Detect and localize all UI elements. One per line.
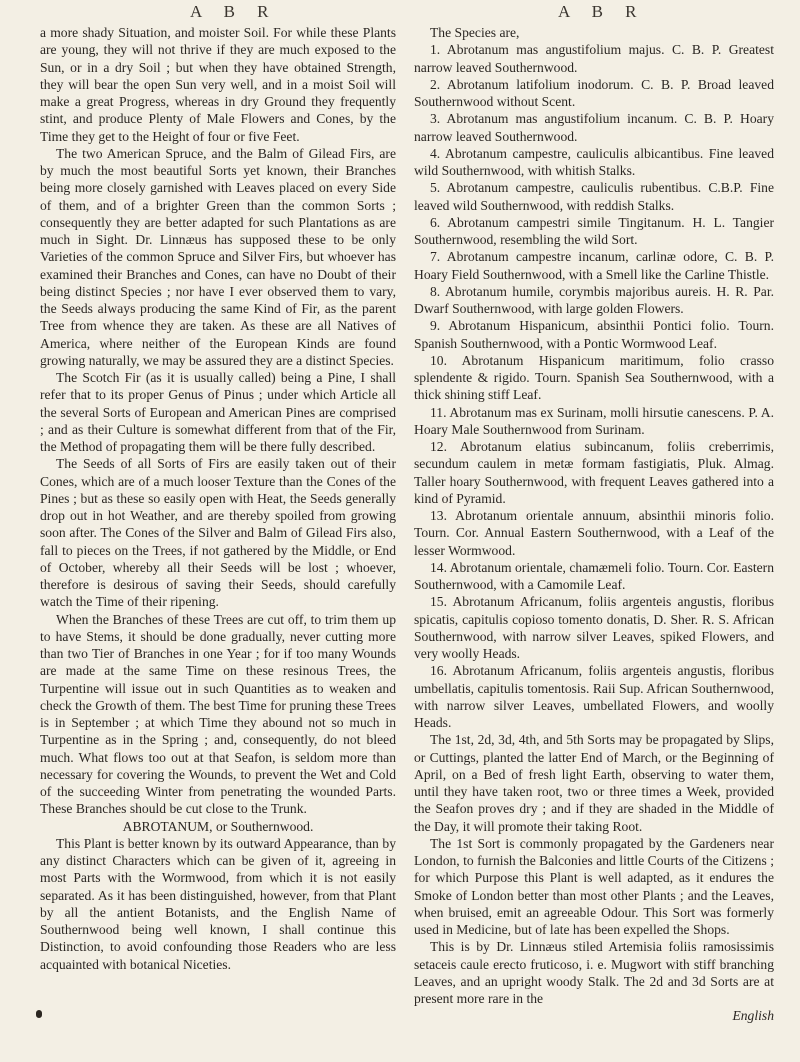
species-entry: 7. Abrotanum campestre incanum, carlinæ odore, C. B. P. Hoary Field Southernwood, with a Smell like the Carline Thistle. bbox=[414, 249, 774, 282]
paragraph: When the Branches of these Trees are cut off, to trim them up to have Stems, it should be done gradually, never cutting more than two Tier of Branches in one Year ; for if too many Wounds are made at the same Time on these resinous Trees, the Turpentine will issue out in such Quantities as to weaken and check the Growth of them. The best Time for pruning these Trees is in September ; at which Time they abound not so much in Turpentine as in the Spring ; and, consequently, do not bleed much. What flows too out at that Seafon, is seldom more than necessary for covering the Wounds, to prevent the Wet and Cold of the succeeding Winter from penetrating the wounded Parts. These Branches should be cut close to the Trunk. bbox=[40, 611, 396, 817]
paragraph: This is by Dr. Linnæus stiled Artemisia foliis ramosissimis setaceis caule erecto fruticoso, i. e. Mugwort with stiff branching Leaves, and an upright woody Stalk. The 2d and 3d Sorts are at present more rare in the bbox=[414, 939, 774, 1006]
species-entry: 1. Abrotanum mas angustifolium majus. C. B. P. Greatest narrow leaved Southernwood. bbox=[414, 42, 774, 75]
species-entry: 3. Abrotanum mas angustifolium incanum. C. B. P. Hoary narrow leaved Southernwood. bbox=[414, 111, 774, 144]
catchword: English bbox=[732, 1008, 774, 1024]
species-entry: 15. Abrotanum Africanum, foliis argenteis angustis, floribus spicatis, capitulis copioso tomento donatis, D. Sher. R. S. African Southernwood, with narrow silver Leaves, spiked Flowers, and very woolly Heads. bbox=[414, 594, 774, 661]
species-entry: 8. Abrotanum humile, corymbis majoribus aureis. H. R. Par. Dwarf Southernwood, with large golden Flowers. bbox=[414, 283, 774, 316]
paragraph: The Scotch Fir (as it is usually called) being a Pine, I shall refer that to its proper Genus of Pinus ; under which Article all the several Sorts of European and American Pines are comprised ; and as their Culture is somewhat different from that of the Fir, the Method of propagating them will be there fully described. bbox=[40, 370, 396, 454]
species-entry: 14. Abrotanum orientale, chamæmeli folio. Tourn. Cor. Eastern Southernwood, with a Camomile Leaf. bbox=[414, 559, 774, 592]
running-header bbox=[0, 2, 800, 24]
species-entry: 16. Abrotanum Africanum, foliis argenteis angustis, floribus umbellatis, capitulis tomentosis. Raii Sup. African Southernwood, with narrow silver Leaves, umbellated Flowers, and woolly Heads. bbox=[414, 663, 774, 730]
paragraph: The Seeds of all Sorts of Firs are easily taken out of their Cones, which are of a much looser Texture than the Cones of the Pines ; but as these so easily open with Heat, the Seeds generally drop out in hot Weather, and are thereby spoiled from growing soon after. The Cones of the Silver and Balm of Gilead Firs also, fall to pieces on the Trees, if not gathered by the Middle, or End of October, whereby all their Seeds will be lost ; whoever, therefore is desirous of saving their Seeds, should carefully watch the Time of their ripening. bbox=[40, 456, 396, 610]
species-entry: 5. Abrotanum campestre, cauliculis rubentibus. C.B.P. Fine leaved wild Southernwood, with reddish Stalks. bbox=[414, 180, 774, 213]
paragraph: This Plant is better known by its outward Appearance, than by any distinct Characters which can be given of it, agreeing in most Parts with the Wormwood, from which it is not easily separated. As it has been distinguished, however, from that Plant by all the antient Botanists, and the English Name of Southernwood being well known, I shall continue this Distinction, to avoid confounding those Readers who are less acquainted with botanical Niceties. bbox=[40, 835, 396, 972]
paragraph: The 1st, 2d, 3d, 4th, and 5th Sorts may be propagated by Slips, or Cuttings, planted the latter End of March, or the Beginning of April, on a Bed of fresh light Earth, observing to water them, until they have taken root, two or three times a Week, provided the Seafon proves dry ; and if they are shaded in the Middle of the Day, it will promote their taking Root. bbox=[414, 732, 774, 834]
paragraph: a more shady Situation, and moister Soil. For while these Plants are young, they will not thrive if they are much exposed to the Sun, or in a dry Soil ; but when they have obtained Strength, they will bear the open Sun very well, and in a moist Soil will make a great Progress, whereas in dry Ground they frequently stint, and produce Plenty of Male Flowers and Cones, by the Time they get to the Height of four or five Feet. bbox=[40, 25, 396, 144]
species-heading: The Species are, bbox=[430, 25, 520, 40]
paragraph: The two American Spruce, and the Balm of Gilead Firs, are by much the most beautiful Sorts yet known, their Branches being more closely garnished with Leaves placed on every Side of them, and of a brighter Green than the common Sorts ; consequently they are better adapted for such Plantations as are much in Sight. Dr. Linnæus has supposed these to be only Varieties of the common Spruce and Silver Firs, but whoever has examined their Branches and Cones, can have no Doubt of their being distinct Species ; nor have I ever observed them to vary, the Seeds always producing the same Kind of Fir, as the parent Tree from whence they are taken. As these are all Natives of America, where neither of the European Kinds are found growing naturally, we may be assured they are a distinct Species. bbox=[40, 145, 396, 368]
paragraph: The 1st Sort is commonly propagated by the Gardeners near London, to furnish the Balconies and little Courts of the Citizens ; for which Purpose this Plant is well adapted, as it endures the Smoke of London better than most other Plants ; and the Leaves, when bruised, emit an agreeable Odour. This Sort was formerly used in Medicine, but of late has been expelled the Shops. bbox=[414, 835, 774, 937]
species-entry: 2. Abrotanum latifolium inodorum. C. B. P. Broad leaved Southernwood without Scent. bbox=[414, 76, 774, 109]
species-entry: 4. Abrotanum campestre, cauliculis albicantibus. Fine leaved wild Southernwood, with whitish Stalks. bbox=[414, 145, 774, 178]
species-entry: 12. Abrotanum elatius subincanum, foliis creberrimis, secundum caulem in metæ formam fastigiatis, Pluk. Almag. Taller hoary Southernwood, with frequent Leaves gathered into a kind of Pyramid. bbox=[414, 439, 774, 506]
header-right: A B R bbox=[558, 2, 646, 21]
species-entry: 11. Abrotanum mas ex Surinam, molli hirsutie canescens. P. A. Hoary Male Southernwood from Surinam. bbox=[414, 404, 774, 437]
species-entry: 10. Abrotanum Hispanicum maritimum, folio crasso splendente & rigido. Tourn. Spanish Sea Southernwood, with a thick shining stiff Leaf. bbox=[414, 352, 774, 403]
section-heading: ABROTANUM, or Southernwood. bbox=[122, 818, 314, 834]
header-left: A B R bbox=[190, 2, 278, 21]
species-entry: 6. Abrotanum campestri simile Tingitanum. H. L. Tangier Southernwood, resembling the wild Sort. bbox=[414, 214, 774, 247]
right-column bbox=[414, 24, 774, 1025]
species-entry: 9. Abrotanum Hispanicum, absinthii Pontici folio. Tourn. Spanish Southernwood, with a Pontic Wormwood Leaf. bbox=[414, 318, 774, 351]
left-column bbox=[40, 24, 396, 973]
ink-blot-mark bbox=[36, 1010, 42, 1018]
species-entry: 13. Abrotanum orientale annuum, absinthii minoris folio. Tourn. Cor. Annual Eastern Southernwood, with a Leaf of the lesser Wormwood. bbox=[414, 508, 774, 558]
